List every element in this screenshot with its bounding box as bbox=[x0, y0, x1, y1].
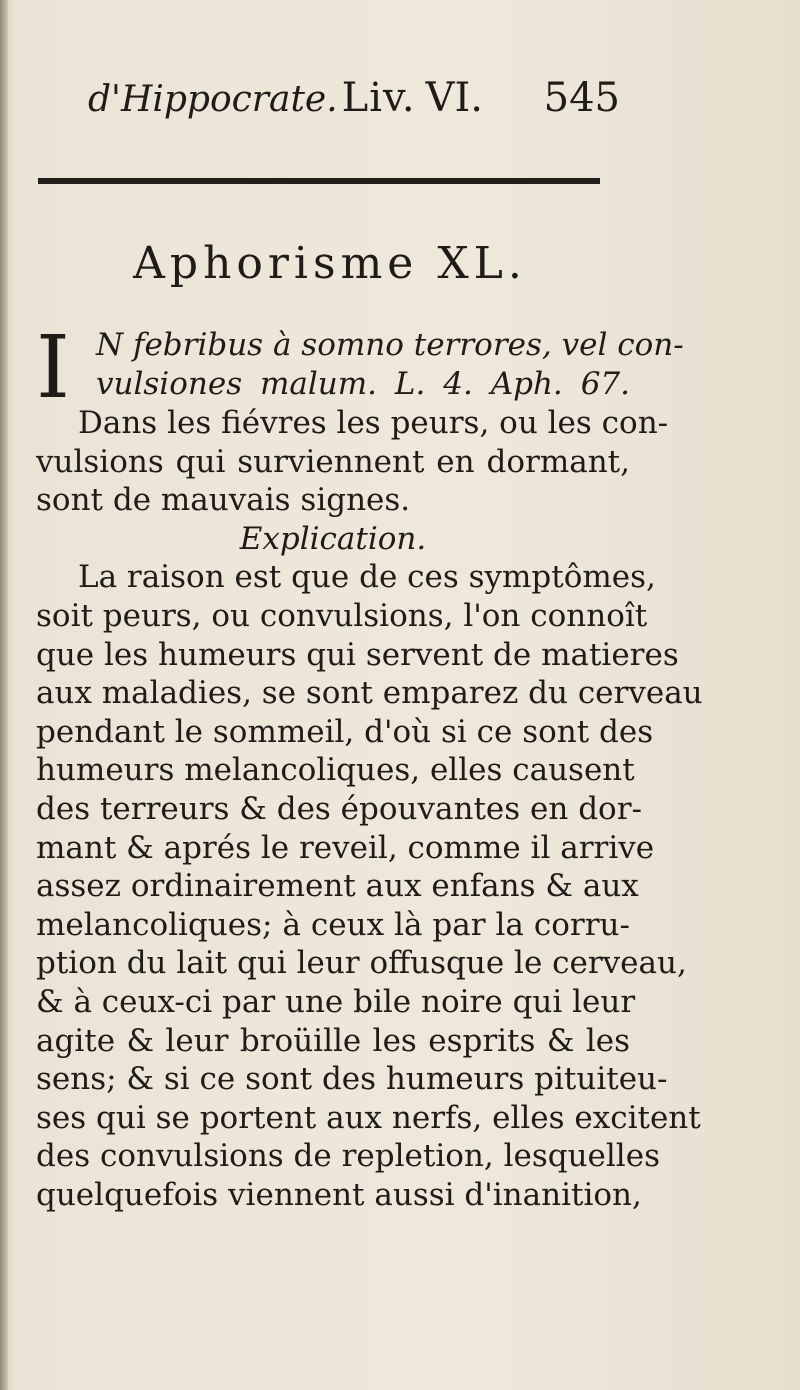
explanation-line: des terreurs & des épouvantes en dor- bbox=[36, 790, 642, 827]
explanation-line: quelquefois viennent aussi d'inanition, bbox=[36, 1176, 642, 1213]
binding-gutter bbox=[0, 0, 8, 1390]
explanation-line: ses qui se portent aux nerfs, elles excitent bbox=[36, 1099, 701, 1136]
running-head-title: d'Hippocrate. bbox=[88, 79, 338, 120]
explanation-line: agite & leur broüille les esprits & les bbox=[36, 1022, 630, 1059]
explanation-line: que les humeurs qui servent de matieres bbox=[36, 636, 679, 673]
explanation-line: pendant le sommeil, d'où si ce sont des bbox=[36, 713, 654, 750]
aphorism-heading: Aphorisme XL. bbox=[133, 238, 527, 289]
latin-line-1: N febribus à somno terrores, vel con- bbox=[96, 327, 684, 363]
drop-cap: I bbox=[36, 318, 70, 418]
explanation-line: soit peurs, ou convulsions, l'on connoît bbox=[36, 597, 648, 634]
explanation-line: & à ceux-ci par une bile noire qui leur bbox=[36, 983, 636, 1020]
translation-line: vulsions qui surviennent en dormant, bbox=[36, 443, 630, 480]
running-head-volume: VI. bbox=[425, 75, 483, 121]
running-head bbox=[88, 70, 648, 126]
explanation-line: melancoliques; à ceux là par la corru- bbox=[36, 906, 630, 943]
latin-aphorism bbox=[36, 318, 684, 418]
body-text bbox=[36, 318, 703, 1214]
explanation-line: assez ordinairement aux enfans & aux bbox=[36, 868, 639, 905]
latin-line-2: vulsiones malum. L. 4. Aph. 67. bbox=[96, 366, 630, 402]
explanation-line: humeurs melancoliques, elles causent bbox=[36, 752, 635, 789]
explanation-line: sens; & si ce sont des humeurs pituiteu- bbox=[36, 1061, 668, 1098]
running-head-book: Liv. bbox=[341, 75, 416, 121]
translation-line: sont de mauvais signes. bbox=[36, 482, 411, 519]
explanation-heading: Explication. bbox=[239, 520, 427, 557]
header-rule bbox=[38, 178, 600, 184]
explanation-line: La raison est que de ces symptômes, bbox=[78, 559, 656, 596]
explanation-line: ption du lait qui leur offusque le cerveau, bbox=[36, 945, 687, 982]
explanation-line: des convulsions de repletion, lesquelles bbox=[36, 1138, 660, 1175]
page-number: 545 bbox=[543, 75, 620, 121]
explanation-line: aux maladies, se sont emparez du cerveau bbox=[36, 675, 703, 712]
explanation-line: mant & aprés le reveil, comme il arrive bbox=[36, 829, 655, 866]
translation-line: Dans les fiévres les peurs, ou les con- bbox=[78, 405, 669, 441]
